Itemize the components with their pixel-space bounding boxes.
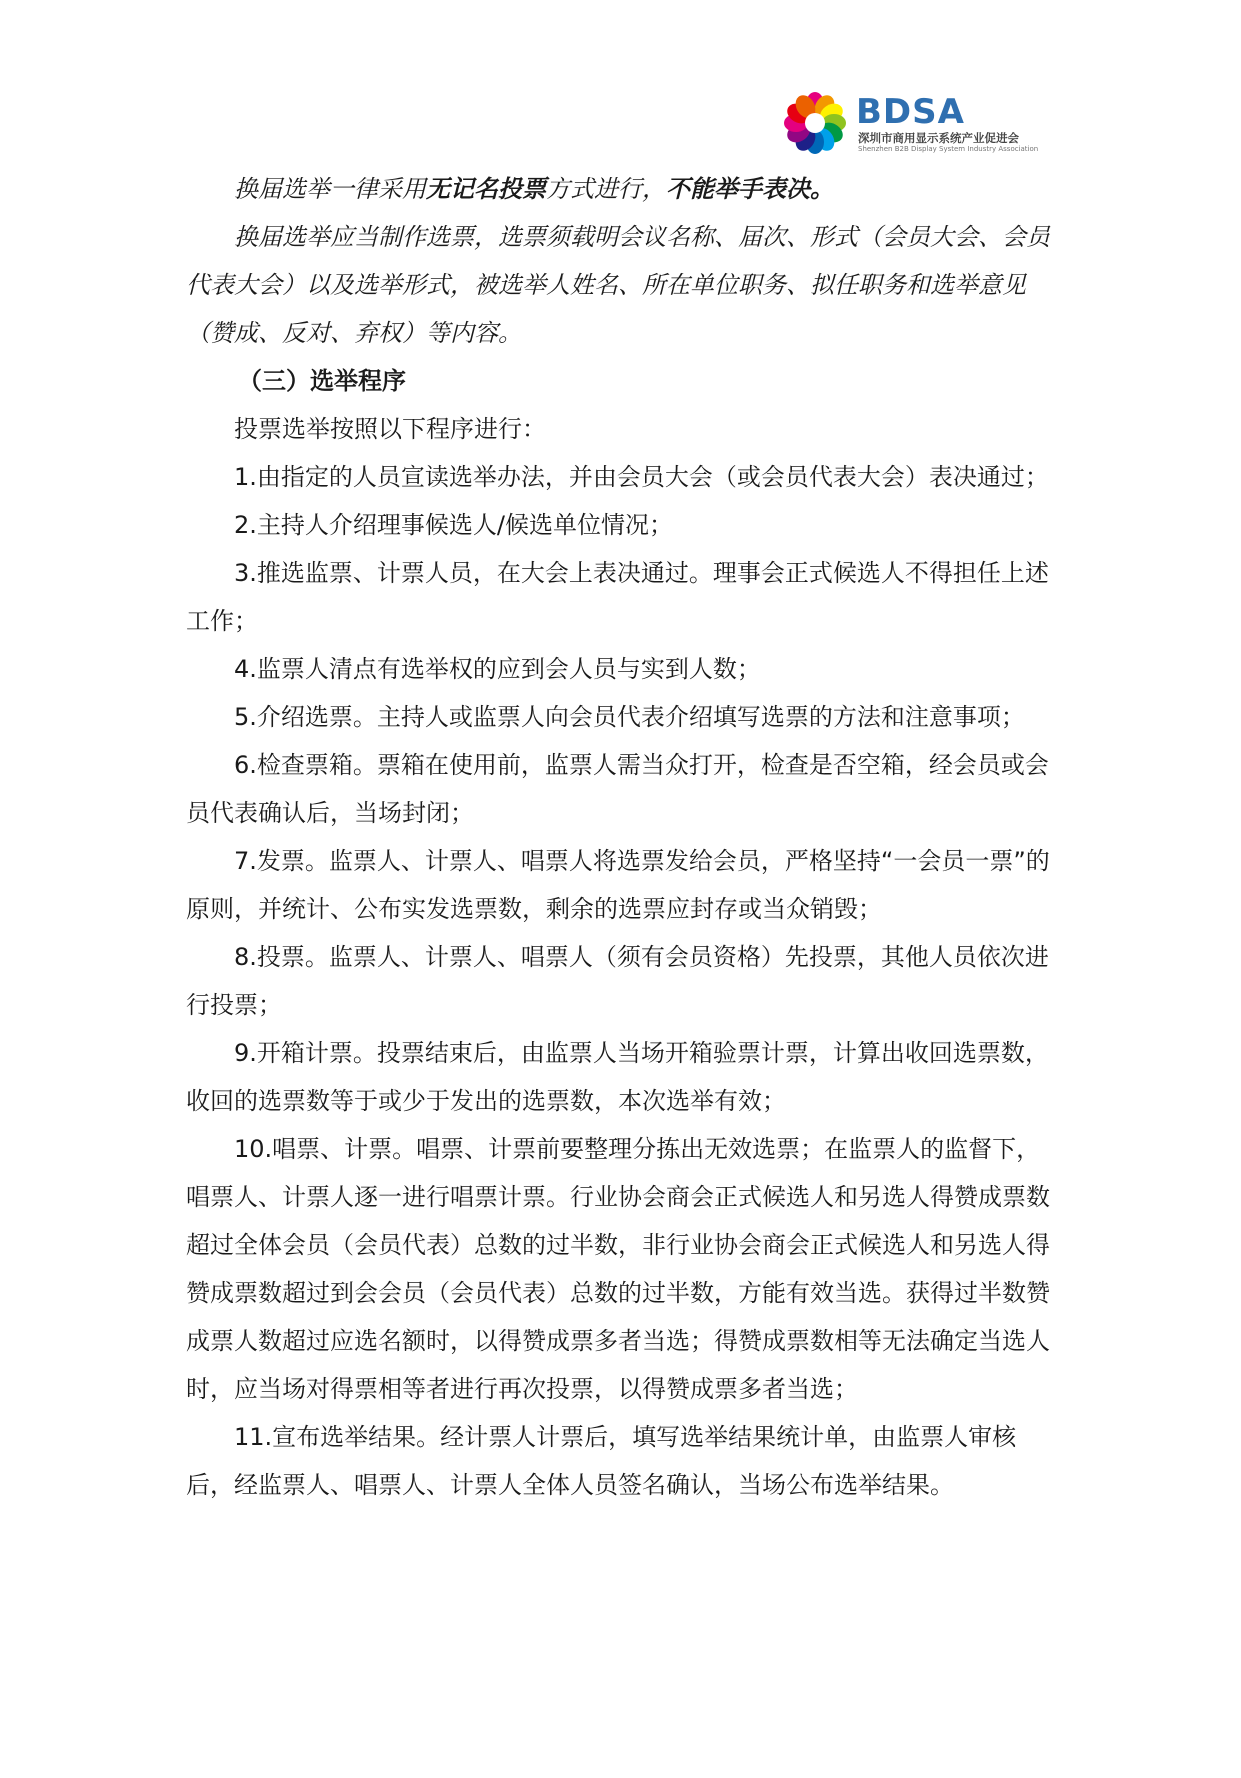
step-item: 5.介绍选票。主持人或监票人向会员代表介绍填写选票的方法和注意事项；	[234, 703, 1025, 731]
step-item: 11.宣布选举结果。经计票人计票后，填写选举结果统计单，由监票人审核后，经监票人、唱票人、计票人全体人员签名确认，当场公布选举结果。	[186, 1423, 1017, 1499]
p1-text-a: 换届选举一律采用	[234, 175, 426, 203]
bdsa-logo-flower-icon	[782, 90, 848, 156]
logo-english-name: Shenzhen B2B Display System Industry Association	[858, 145, 1039, 153]
step-item: 2.主持人介绍理事候选人/候选单位情况；	[234, 511, 673, 539]
document-body	[186, 165, 1050, 1509]
logo-chinese-name: 深圳市商用显示系统产业促进会	[858, 131, 1019, 145]
step-item: 3.推选监票、计票人员，在大会上表决通过。理事会正式候选人不得担任上述工作；	[186, 559, 1049, 635]
step-item: 7.发票。监票人、计票人、唱票人将选票发给会员，严格坚持“一会员一票”的原则，并统计、公布实发选票数，剩余的选票应封存或当众销毁；	[186, 847, 1050, 923]
bdsa-logo	[782, 90, 1052, 160]
step-item: 10.唱票、计票。唱票、计票前要整理分拣出无效选票；在监票人的监督下，唱票人、计票人逐一进行唱票计票。行业协会商会正式候选人和另选人得赞成票数超过全体会员（会员代表）总数的过半数，非行业协会商会正式候选人和另选人得赞成票数超过到会会员（会员代表）总数的过半数，方能有效当选。获得过半数赞成票人数超过应选名额时，以得赞成票多者当选；得赞成票数相等无法确定当选人时，应当场对得票相等者进行再次投票，以得赞成票多者当选；	[186, 1135, 1050, 1403]
step-item: 4.监票人清点有选举权的应到会人员与实到人数；	[234, 655, 761, 683]
p1-text-c: 方式进行，	[546, 175, 666, 203]
p1-bold-no-hands: 不能举手表决。	[666, 175, 834, 203]
p1-bold-anonymous: 无记名投票	[426, 175, 546, 203]
step-item: 1.由指定的人员宣读选举办法，并由会员大会（或会员代表大会）表决通过；	[234, 463, 1049, 491]
paragraph-anonymous-vote	[186, 165, 1050, 213]
intro-text: 投票选举按照以下程序进行：	[234, 415, 546, 443]
step-item: 9.开箱计票。投票结束后，由监票人当场开箱验票计票，计算出收回选票数，收回的选票数等于或少于发出的选票数，本次选举有效；	[186, 1039, 1049, 1115]
step-item: 6.检查票箱。票箱在使用前，监票人需当众打开，检查是否空箱，经会员或会员代表确认后，当场封闭；	[186, 751, 1049, 827]
step-item: 8.投票。监票人、计票人、唱票人（须有会员资格）先投票，其他人员依次进行投票；	[186, 943, 1049, 1019]
paragraph-ballot-content: 换届选举应当制作选票，选票须载明会议名称、届次、形式（会员大会、会员代表大会）以及选举形式，被选举人姓名、所在单位职务、拟任职务和选举意见（赞成、反对、弃权）等内容。	[186, 223, 1050, 347]
section-title: （三）选举程序	[238, 367, 406, 395]
logo-brand: BDSA	[856, 92, 965, 132]
